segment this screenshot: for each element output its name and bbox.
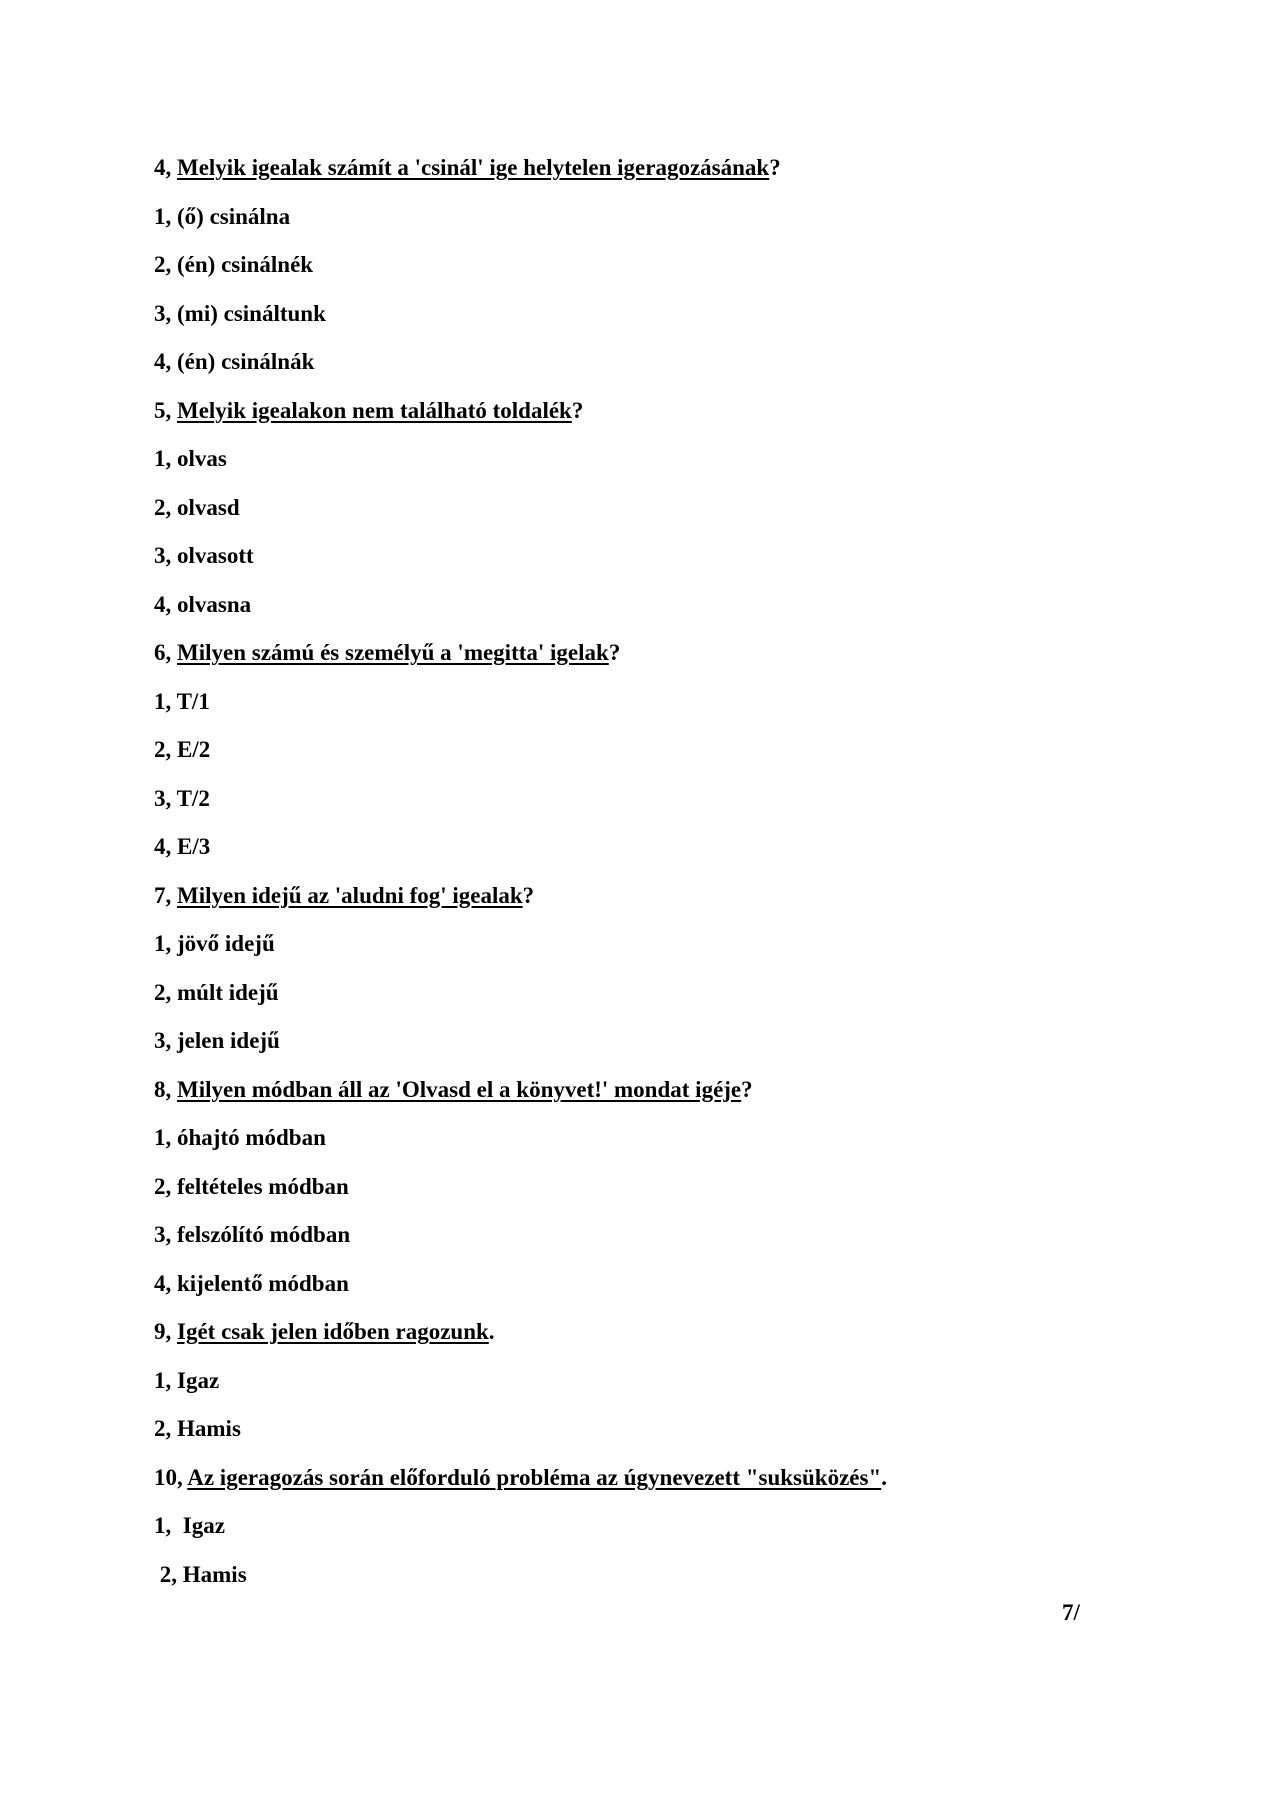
question-text: Az igeragozás során előforduló probléma az úgynevezett "suksüközés": [187, 1464, 882, 1490]
answer-option: 3, olvasott: [154, 543, 254, 568]
answer-option: 2, feltételes módban: [154, 1173, 349, 1199]
answer-option: 1, Igaz: [154, 1367, 220, 1393]
question-heading: [154, 150, 887, 199]
question-punctuation: ?: [608, 640, 621, 665]
question-number: 9,: [154, 1319, 177, 1344]
answer-option: 3, jelen idejű: [154, 1028, 280, 1053]
answer-option: 2, Hamis: [154, 1416, 241, 1441]
answer-option: 1, óhajtó módban: [154, 1125, 326, 1150]
question-punctuation: ?: [741, 1076, 753, 1102]
answer-option: 1, T/1: [154, 688, 210, 714]
answer-option: 3, T/2: [154, 785, 210, 811]
answer-option: 2, (én) csinálnék: [154, 252, 314, 277]
question-punctuation: .: [881, 1464, 887, 1490]
question-heading: [154, 878, 887, 927]
answer-option: 1, (ő) csinálna: [154, 203, 291, 229]
question-list: [154, 150, 887, 1605]
answer-option: 2, Hamis: [154, 1561, 247, 1587]
question-number: 10,: [154, 1464, 188, 1490]
question-punctuation: ?: [522, 882, 535, 908]
question-number: 6,: [154, 640, 177, 665]
question-text: Melyik igealak számít a 'csinál' ige helytelen igeragozásának: [177, 155, 770, 180]
answer-option: 2, E/2: [154, 737, 211, 762]
answer-option: 4, kijelentő módban: [154, 1270, 349, 1296]
question-heading: [154, 635, 887, 684]
question-text: Milyen idejű az 'aludni fog' igealak: [177, 882, 523, 908]
question-number: 4,: [154, 155, 177, 180]
answer-option: 3, (mi) csináltunk: [154, 300, 326, 326]
question-number: 7,: [154, 882, 177, 908]
question-text: Milyen módban áll az 'Olvasd el a könyvet!' mondat igéje: [177, 1076, 742, 1102]
question-punctuation: .: [488, 1319, 495, 1344]
answer-option: 1, Igaz: [154, 1513, 225, 1538]
question-punctuation: ?: [769, 155, 781, 180]
page-number: 7/: [1062, 1600, 1080, 1625]
question-punctuation: ?: [571, 397, 584, 423]
answer-option: 3, felszólító módban: [154, 1222, 351, 1247]
answer-option: 2, múlt idejű: [154, 979, 279, 1005]
question-text: Melyik igealakon nem található toldalék: [177, 397, 572, 423]
question-text: Igét csak jelen időben ragozunk: [177, 1319, 489, 1344]
question-heading: [154, 1460, 887, 1509]
answer-option: 1, olvas: [154, 446, 227, 471]
answer-option: 4, olvasna: [154, 591, 252, 617]
answer-option: 4, E/3: [154, 834, 211, 859]
question-heading: [154, 393, 887, 442]
question-heading: [154, 1072, 887, 1121]
question-text: Milyen számú és személyű a 'megitta' igelak: [177, 640, 609, 665]
question-number: 8,: [154, 1076, 177, 1102]
answer-option: 1, jövő idejű: [154, 931, 275, 956]
question-number: 5,: [154, 397, 177, 423]
answer-option: 4, (én) csinálnák: [154, 349, 315, 374]
answer-option: 2, olvasd: [154, 494, 240, 520]
question-heading: [154, 1314, 887, 1363]
